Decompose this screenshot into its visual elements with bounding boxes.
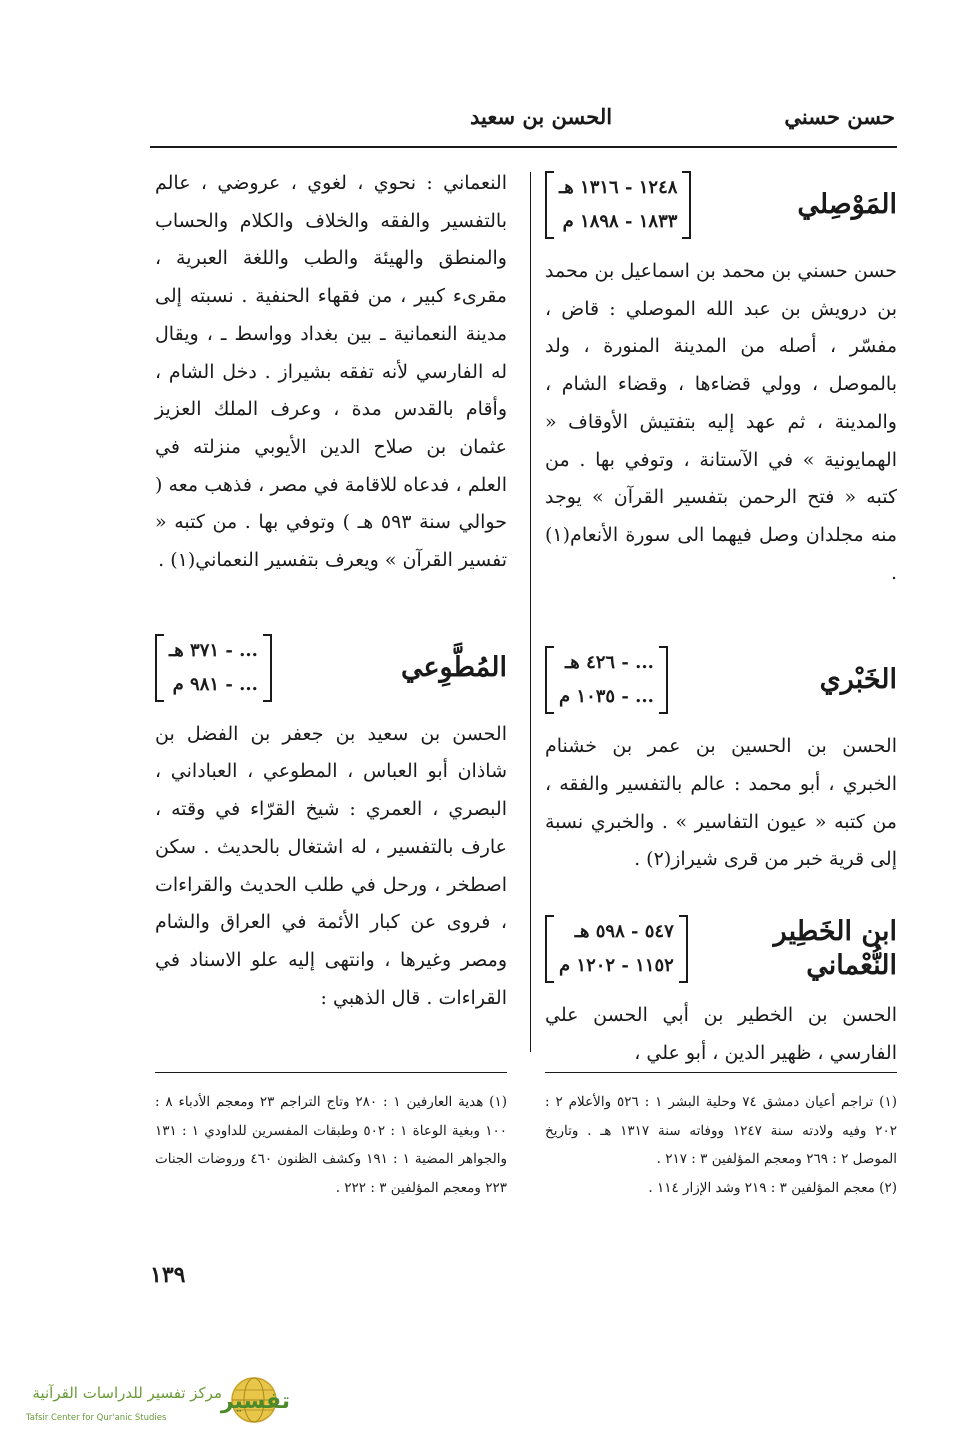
- entry-name: [774, 915, 897, 983]
- logo-arabic-name: مركز تفسير للدراسات القرآنية: [32, 1384, 222, 1402]
- entry-heading: [545, 169, 897, 241]
- entry-name: الخَبْري: [819, 664, 897, 696]
- header-rule: [150, 146, 897, 148]
- entry-gap: [545, 592, 897, 640]
- entry-text: الحسن بن الخطير بن أبي الحسن علي الفارسي ، ظهير الدين ، أبو علي ،: [545, 1004, 897, 1064]
- entry-name: المُطَّوِعي: [400, 651, 507, 683]
- entry-dates: [545, 913, 688, 985]
- entry-text: الحسن بن الحسين بن عمر بن خشنام الخبري ، أبو محمد : عالم بالتفسير والفقه ، من كتبه « عيون التفاسير » . والخبري نسبة إلى قرية خبر من قرى شيراز(٢) .: [545, 735, 897, 871]
- dates-hijri: ... - ٤٢٦ هـ: [565, 652, 654, 674]
- footnote: (١) هدية العارفين ١ : ٢٨٠ وتاج التراجم ٢٣ ومعجم الأدباء ٨ : ١٠٠ وبغية الوعاة ١ : ٥٠٢ وطبقات المفسرين للداودي ١ : ١٣١ والجواهر المضية ١ : ١٩١ وكشف الظنون ٤٦٠ وروضات الجنات ٢٢٣ ومعجم المؤلفين ٣ : ٢٢٢ .: [155, 1094, 508, 1196]
- dates-gregorian: ١٨٣٣ - ١٨٩٨ م: [562, 211, 678, 232]
- footnotes-left: [155, 1088, 507, 1202]
- entry-name-line1: ابن الخَطِير: [773, 916, 897, 948]
- entry-name: المَوْصِلي: [797, 189, 897, 221]
- entry-gap: [155, 580, 507, 628]
- entry-heading: [545, 913, 897, 985]
- entry-dates: [545, 644, 668, 716]
- entry-dates: [155, 632, 272, 704]
- entry-text: الحسن بن سعيد بن جعفر بن الفضل بن شاذان أبو العباس ، المطوعي ، العباداني ، البصري ، العمري : شيخ القرّاء في وقته ، عارف بالتفسير ، له اشتغال بالحديث . سكن اصطخر ، ورحل في طلب الحديث والقراءات ، فروى عن كبار الأئمة في العراق والشام ومصر وغيرها ، وانتهى إليه علو الاسناد في القراءات . قال الذهبي :: [155, 722, 507, 1009]
- logo-word: تفسير: [220, 1389, 290, 1414]
- entry-heading: [155, 632, 507, 704]
- page-number: ١٣٩: [150, 1262, 186, 1288]
- dates-gregorian: ... - ٩٨١ م: [172, 673, 258, 695]
- logo-english-name: Tafsir Center for Qur'anic Studies: [26, 1413, 167, 1423]
- entry-heading: [545, 644, 897, 716]
- dates-hijri: ١٢٤٨ - ١٣١٦ هـ: [559, 177, 678, 198]
- entry-name-line2: النُّعْماني: [806, 950, 897, 982]
- footnote-rule: [155, 1072, 507, 1073]
- footnote: (٢) معجم المؤلفين ٣ : ٢١٩ وشد الإزار ١١٤ .: [648, 1179, 897, 1196]
- running-head-right: حسن حسني: [784, 104, 895, 129]
- footnote-rule: [545, 1072, 897, 1073]
- tafsir-center-logo: [22, 1372, 292, 1428]
- right-column: [545, 165, 897, 1073]
- entry-text: حسن حسني بن محمد بن اسماعيل بن محمد بن درويش بن عبد الله الموصلي : قاض ، مفسّر ، أصله من المدينة المنورة ، ولد بالموصل ، وولي قضاءها ، وقضاء الشام ، والمدينة ، ثم عهد إليه بتفتيش الأوقاف « الهمايونية » في الآستانة ، وتوفي بها . من كتبه « فتح الرحمن بتفسير القرآن » يوجد منه مجلدان وصل فيهما الى سورة الأنعام(١) .: [545, 260, 897, 584]
- left-column: [155, 165, 507, 1017]
- dates-gregorian: ١١٥٢ - ١٢٠٢ م: [559, 955, 674, 977]
- entry-dates: [545, 169, 691, 241]
- footnote: (١) تراجم أعيان دمشق ٧٤ وحلية البشر ١ : ٥٢٦ والأعلام ٢ : ٢٠٢ وفيه ولادته سنة ١٢٤٧ ووفاته سنة ١٣١٧ هـ . وتاريخ الموصل ٢ : ٢٦٩ ومعجم المؤلفين ٣ : ٢١٧ .: [545, 1094, 897, 1167]
- entry-continuation: النعماني : نحوي ، لغوي ، عروضي ، عالم بالتفسير والفقه والخلاف والكلام والحساب والمنطق والهيئة والطب واللغة العبرية ، مقرىء كبير ، من فقهاء الحنفية . نسبته إلى مدينة النعمانية ـ بين بغداد وواسط ـ ، ويقال له الفارسي لأنه تفقه بشيراز . دخل الشام ، وأقام بالقدس مدة ، وعرف الملك العزيز عثمان بن صلاح الدين الأيوبي منزلته في العلم ، فدعاه للاقامة في مصر ، فذهب معه ( حوالي سنة ٥٩٣ هـ ) وتوفي بها . من كتبه « تفسير القرآن » ويعرف بتفسير النعماني(١) .: [155, 172, 507, 572]
- dates-hijri: ٥٤٧ - ٥٩٨ هـ: [574, 921, 674, 943]
- running-head-left: الحسن بن سعيد: [470, 104, 613, 129]
- column-divider: [530, 172, 531, 1052]
- dates-gregorian: ... - ١٠٣٥ م: [559, 686, 654, 708]
- dates-hijri: ... - ٣٧١ هـ: [169, 639, 258, 661]
- entry-gap: [545, 879, 897, 909]
- footnotes-right: [545, 1088, 897, 1202]
